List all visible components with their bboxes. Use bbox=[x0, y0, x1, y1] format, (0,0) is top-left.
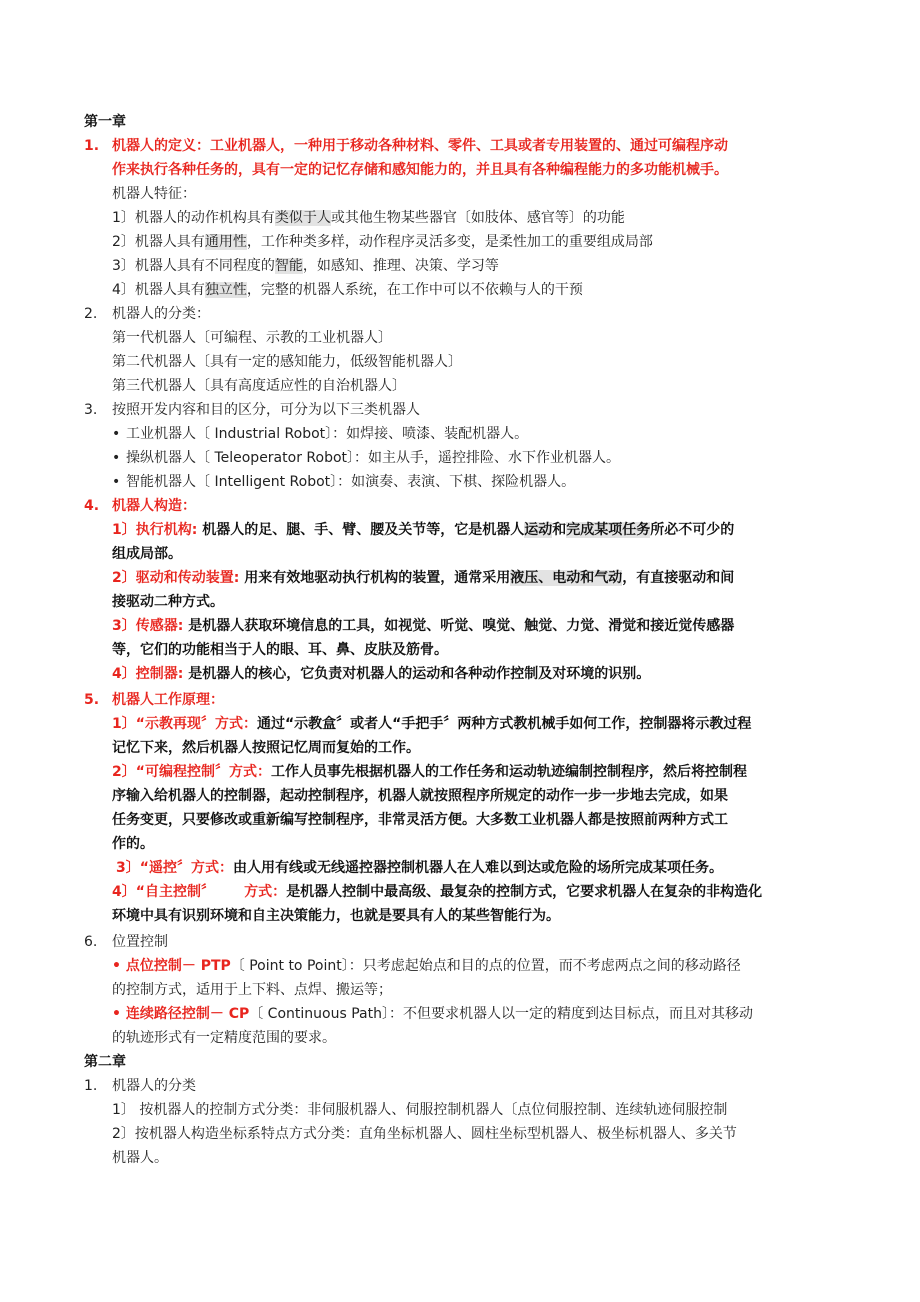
teach-mode-line2: 记忆下来，然后机器人按照记忆周而复始的工作。 bbox=[112, 740, 420, 756]
highlight-text: 通用性 bbox=[204, 234, 247, 250]
cp-line1: • 连续路径控制－ CP〔 Continuous Path〕：不但要求机器人以一定的精度到达目标点，而且对其移动 bbox=[112, 1006, 753, 1022]
sensor-line1: 3〕传感器: 是机器人获取环境信息的工具，如视觉、听觉、嗅觉、触觉、力觉、滑觉和接近觉传感器 bbox=[112, 618, 735, 634]
features-label: 机器人特征： bbox=[112, 186, 196, 202]
controller-line: 4〕控制器: 是机器人的核心，它负责对机器人的运动和各种动作控制及对环境的识别。 bbox=[112, 666, 651, 682]
program-mode-line2: 序输入给机器人的控制器，起动控制程序，机器人就按照程序所规定的动作一步一步地去完成，如果 bbox=[112, 788, 728, 804]
actuator-line2: 组成局部。 bbox=[112, 546, 182, 562]
three-types-title: 按照开发内容和目的区分，可分为以下三类机器人 bbox=[112, 402, 420, 418]
autonomous-mode-line2: 环境中具有识别环境和自主决策能力，也就是要具有人的某些智能行为。 bbox=[112, 908, 560, 924]
highlight-text: 类似于人 bbox=[274, 210, 331, 226]
bullet-icon: • bbox=[112, 426, 121, 442]
generation-2: 第二代机器人〔具有一定的感知能力，低级智能机器人〕 bbox=[112, 354, 462, 370]
drive-line1: 2〕驱动和传动装置: 用来有效地驱动执行机构的装置，通常采用液压、电动和气动，有直接驱动和间 bbox=[112, 570, 735, 586]
s3-number: 3. bbox=[84, 402, 98, 418]
type-industrial: • 工业机器人〔 Industrial Robot〕：如焊接、喷漆、装配机器人。 bbox=[112, 422, 528, 446]
program-mode-line4: 作的。 bbox=[112, 836, 154, 852]
feature-1: 1〕机器人的动作机构具有类似于人或其他生物某些器官〔如肢体、感官等〕的功能 bbox=[112, 210, 625, 226]
s1-number: 1. bbox=[84, 138, 100, 154]
program-mode-line1: 2〕“可编程控制〞方式：工作人员事先根据机器人的工作任务和运动轨迹编制控制程序，然后将控制程 bbox=[112, 764, 747, 780]
highlight-text: 独立性 bbox=[204, 282, 247, 298]
s2-number: 2. bbox=[84, 306, 98, 322]
feature-2: 2〕机器人具有通用性，工作种类多样，动作程序灵活多变，是柔性加工的重要组成局部 bbox=[112, 234, 653, 250]
sensor-line2: 等，它们的功能相当于人的眼、耳、鼻、皮肤及筋骨。 bbox=[112, 642, 448, 658]
generation-3: 第三代机器人〔具有高度适应性的自治机器人〕 bbox=[112, 378, 406, 394]
s4-number: 4. bbox=[84, 498, 100, 514]
chapter-1-heading: 第一章 bbox=[84, 114, 126, 130]
working-principle-title: 机器人工作原理： bbox=[112, 692, 224, 708]
s5-number: 5. bbox=[84, 692, 100, 708]
bullet-icon: • bbox=[112, 450, 121, 466]
bullet-icon: • bbox=[112, 474, 121, 490]
ch2-classification-title: 机器人的分类 bbox=[112, 1078, 196, 1094]
s6-number: 6. bbox=[84, 934, 98, 950]
cp-line2: 的轨迹形式有一定精度范围的要求。 bbox=[112, 1030, 336, 1046]
type-intelligent: • 智能机器人〔 Intelligent Robot〕：如演奏、表演、下棋、探险机器人。 bbox=[112, 470, 575, 494]
program-mode-line3: 任务变更，只要修改或重新编写控制程序，非常灵活方便。大多数工业机器人都是按照前两种方式工 bbox=[112, 812, 728, 828]
ch2-class-line1: 1〕 按机器人的控制方式分类：非伺服机器人、伺服控制机器人〔点位伺服控制、连续轨迹伺服控制 bbox=[112, 1102, 728, 1118]
robot-definition-line2: 作来执行各种任务的，具有一定的记忆存储和感知能力的，并且具有各种编程能力的多功能机械手。 bbox=[112, 162, 728, 178]
ptp-line1: • 点位控制－ PTP〔 Point to Point〕：只考虑起始点和目的点的位置，而不考虑两点之间的移动路径 bbox=[112, 958, 741, 974]
ch2-s1-number: 1. bbox=[84, 1078, 98, 1094]
classification-title: 机器人的分类： bbox=[112, 306, 210, 322]
highlight-text: 智能 bbox=[274, 258, 303, 274]
autonomous-mode-line1: 4〕“自主控制〞 方式：是机器人控制中最高级、最复杂的控制方式，它要求机器人在复杂的非构造化 bbox=[112, 884, 763, 900]
drive-line2: 接驱动二种方式。 bbox=[112, 594, 224, 610]
feature-3: 3〕机器人具有不同程度的智能，如感知、推理、决策、学习等 bbox=[112, 258, 499, 274]
generation-1: 第一代机器人〔可编程、示教的工业机器人〕 bbox=[112, 330, 392, 346]
ch2-class-line3: 机器人。 bbox=[112, 1150, 168, 1166]
ptp-line2: 的控制方式，适用于上下料、点焊、搬运等； bbox=[112, 982, 392, 998]
feature-4: 4〕机器人具有独立性，完整的机器人系统，在工作中可以不依赖与人的干预 bbox=[112, 282, 583, 298]
actuator-line1: 1〕执行机构: 机器人的足、腿、手、臂、腰及关节等，它是机器人运动和完成某项任务所必不可少的 bbox=[112, 522, 735, 538]
position-control-title: 位置控制 bbox=[112, 934, 168, 950]
ch2-class-line2: 2〕按机器人构造坐标系特点方式分类：直角坐标机器人、圆柱坐标型机器人、极坐标机器人、多关节 bbox=[112, 1126, 737, 1142]
robot-definition-line1: 机器人的定义：工业机器人，一种用于移动各种材料、零件、工具或者专用装置的、通过可编程序动 bbox=[112, 138, 728, 154]
structure-title: 机器人构造： bbox=[112, 498, 196, 514]
type-teleoperator: • 操纵机器人〔 Teleoperator Robot〕：如主从手，遥控排险、水下作业机器人。 bbox=[112, 446, 620, 470]
chapter-2-heading: 第二章 bbox=[84, 1054, 126, 1070]
teach-mode-line1: 1〕“示教再现〞方式：通过“示教盒〞或者人“手把手〞两种方式教机械手如何工作，控制器将示教过程 bbox=[112, 716, 752, 732]
remote-mode-line: 3〕“遥控〞方式：由人用有线或无线遥控器控制机器人在人难以到达或危险的场所完成某项任务。 bbox=[116, 860, 723, 876]
